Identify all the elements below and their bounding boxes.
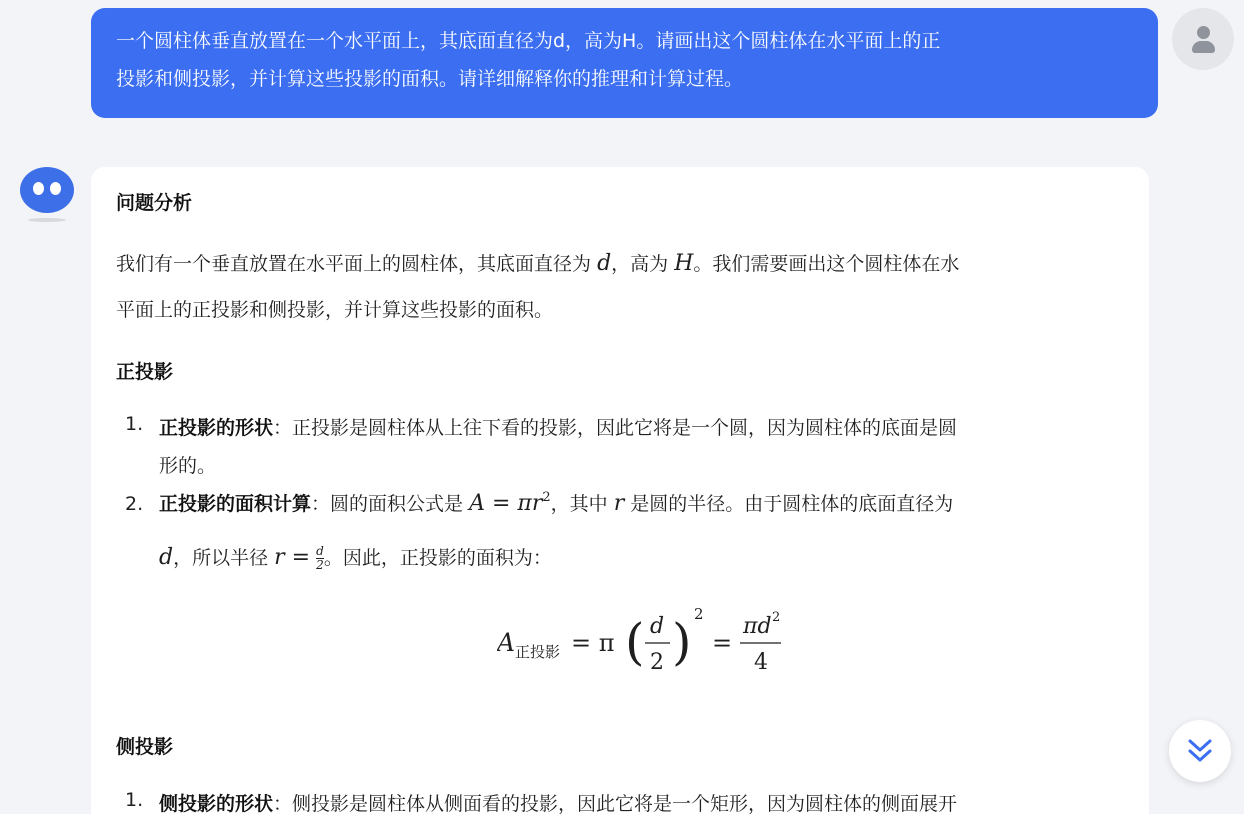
intro-text-c: 。我们需要画出这个圆柱体在水 <box>693 253 960 275</box>
list-item-text-b: ，其中 <box>550 493 608 515</box>
list-item-text-c: 是圆的半径。由于圆柱体的底面直径为 <box>630 493 954 515</box>
list-item-text: ：侧投影是圆柱体从侧面看的投影，因此它将是一个矩形，因为圆柱体的侧面展开 <box>273 793 958 814</box>
section-title-analysis: 问题分析 <box>116 192 193 214</box>
formula-frac-den: 2 <box>650 650 664 675</box>
formula-lhs-sub: 正投影 <box>515 643 561 661</box>
double-chevron-down-icon <box>1169 720 1231 782</box>
var-d: d <box>159 545 174 570</box>
section-title-side-projection: 侧投影 <box>116 736 174 758</box>
list-item-bold-label: 侧投影的形状 <box>159 793 274 814</box>
formula-rhs-num: πd <box>743 614 772 639</box>
bot-right-eye <box>50 182 61 195</box>
user-message-line-2: 投影和侧投影，并计算这些投影的面积。请详细解释你的推理和计算过程。 <box>116 68 744 90</box>
list-number-2: 2. <box>125 493 144 515</box>
user-message-bubble <box>91 8 1158 118</box>
list-item-front-shape <box>159 413 957 440</box>
scroll-to-bottom-button[interactable] <box>1169 720 1231 782</box>
list-item-cont-text-b: 。因此，正投影的面积为： <box>323 547 552 569</box>
assistant-answer-card <box>91 167 1149 814</box>
intro-var-d: d <box>597 251 612 276</box>
intro-text-b: ，高为 <box>611 253 669 275</box>
list-item-side-shape <box>159 789 957 814</box>
list-item-bold-label: 正投影的形状 <box>159 417 274 439</box>
user-avatar-head <box>1197 26 1210 39</box>
user-avatar-icon[interactable] <box>1172 8 1234 70</box>
radius-eq: r = <box>274 545 311 570</box>
intro-var-h: H <box>674 251 694 276</box>
bot-face <box>20 167 74 213</box>
formula-eq2: = <box>712 629 733 657</box>
bot-left-eye <box>33 182 44 195</box>
formula-exp: 2 <box>694 605 704 623</box>
list-item-front-area-cont <box>159 543 552 572</box>
intro-paragraph-line-1 <box>116 249 1126 276</box>
radius-fraction: $\frac{d}{2}$ <box>316 544 324 572</box>
list-item-front-area <box>159 489 953 516</box>
formula-frac-num: d <box>650 614 665 639</box>
formula-right-paren: ) <box>672 613 692 671</box>
formula-rhs-den: 4 <box>754 650 768 675</box>
user-avatar-body <box>1192 41 1215 53</box>
list-item-front-shape-cont: 形的。 <box>159 455 217 477</box>
formula-lhs: A <box>497 628 516 657</box>
formula-left-paren: ( <box>625 613 645 671</box>
formula-rhs-num-exp: 2 <box>772 610 781 625</box>
list-item-text: ：正投影是圆柱体从上往下看的投影，因此它将是一个圆，因为圆柱体的底面是圆 <box>273 417 958 439</box>
list-number-3: 1. <box>125 789 144 811</box>
list-item-cont-text-a: ，所以半径 <box>173 547 269 569</box>
area-formula-inline: $A = \pi r^2$ <box>469 490 551 516</box>
section-title-front-projection: 正投影 <box>116 361 174 383</box>
var-r: r <box>613 491 625 516</box>
bot-shadow <box>28 218 66 222</box>
intro-text-a: 我们有一个垂直放置在水平面上的圆柱体，其底面直径为 <box>116 253 592 275</box>
front-projection-area-formula <box>497 595 817 695</box>
formula-eq1: = π <box>571 629 615 657</box>
list-number-1: 1. <box>125 413 144 435</box>
bot-avatar-icon <box>20 167 74 223</box>
list-item-bold-label: 正投影的面积计算 <box>159 493 312 515</box>
user-message-line-1: 一个圆柱体垂直放置在一个水平面上，其底面直径为d，高为H。请画出这个圆柱体在水平面上的正 <box>116 30 941 52</box>
list-item-text-a: ：圆的面积公式是 <box>311 493 464 515</box>
intro-paragraph-line-2: 平面上的正投影和侧投影，并计算这些投影的面积。 <box>116 299 554 321</box>
